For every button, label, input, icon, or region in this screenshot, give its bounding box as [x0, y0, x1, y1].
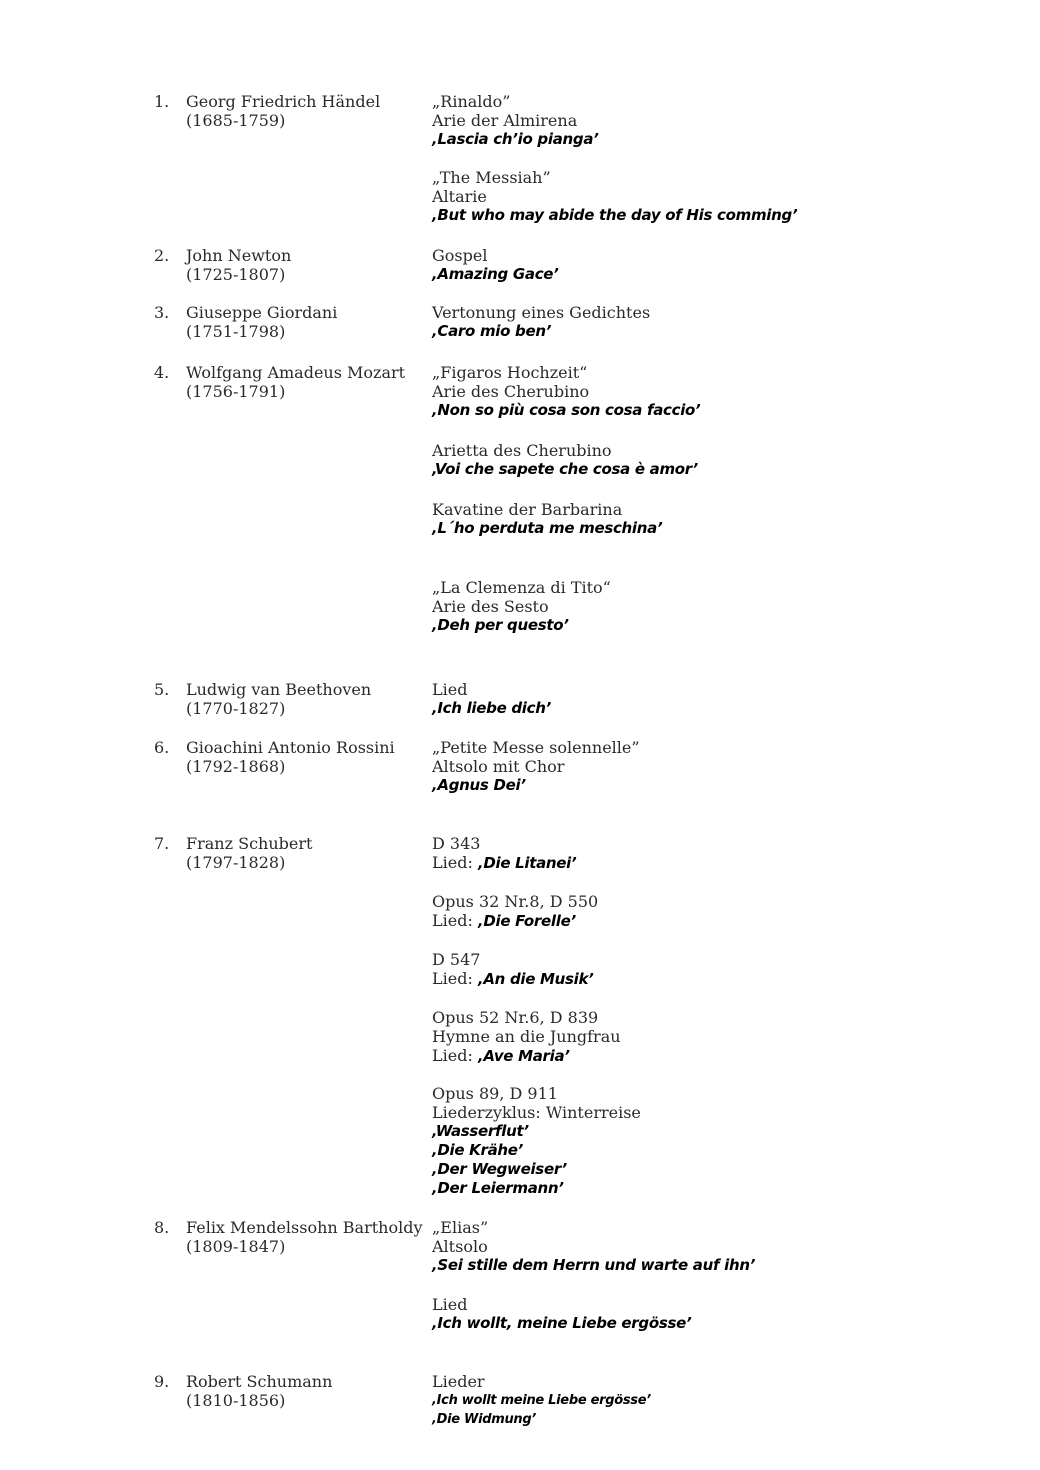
- work-block: [432, 834, 992, 873]
- piece-title: ‚Ich liebe dich’: [432, 699, 552, 717]
- piece-title: ‚Ave Maria’: [477, 1047, 570, 1065]
- lied-line: [432, 853, 992, 873]
- work-description: Hymne an die Jungfrau: [432, 1027, 621, 1046]
- composer-name: Wolfgang Amadeus Mozart: [186, 363, 406, 382]
- piece-title: ‚Non so più cosa son cosa faccio’: [432, 401, 701, 419]
- piece-title: ‚L´ho perduta me meschina’: [432, 519, 663, 537]
- work-description: Lied: [432, 1295, 468, 1314]
- work-name: „Rinaldo”: [432, 92, 511, 111]
- entry-number: 2.: [154, 246, 170, 265]
- piece-title: ‚Agnus Dei’: [432, 776, 526, 794]
- work-block: [432, 1084, 992, 1198]
- entry-number: 9.: [154, 1372, 170, 1391]
- composer-name: Georg Friedrich Händel: [186, 92, 381, 111]
- entry-number: 1.: [154, 92, 170, 111]
- work-block: [432, 303, 992, 341]
- piece-title: ‚Die Widmung’: [432, 1412, 537, 1427]
- work-block: [432, 1295, 992, 1333]
- work-name: D 547: [432, 950, 481, 969]
- work-description: Liederzyklus: Winterreise: [432, 1103, 641, 1122]
- composer-dates: (1725-1807): [186, 265, 286, 284]
- composer-name: Robert Schumann: [186, 1372, 333, 1391]
- work-block: [432, 246, 992, 284]
- work-description: Altsolo: [432, 1237, 488, 1256]
- lied-line: [432, 911, 992, 931]
- entry-number: 8.: [154, 1218, 170, 1237]
- piece-title: ‚Caro mio ben’: [432, 322, 552, 340]
- lied-line: [432, 1046, 992, 1066]
- lied-prefix: Lied:: [432, 969, 478, 988]
- work-name: „Petite Messe solennelle”: [432, 738, 640, 757]
- composer-name: Franz Schubert: [186, 834, 313, 853]
- piece-title: ‚But who may abide the day of His comming’: [432, 206, 798, 224]
- piece-title: ‚Der Leiermann’: [432, 1179, 564, 1197]
- composer: [186, 92, 426, 130]
- work-name: „The Messiah”: [432, 168, 551, 187]
- composer-name: John Newton: [186, 246, 292, 265]
- work-block: [432, 168, 992, 225]
- entry-number: 3.: [154, 303, 170, 322]
- composer-dates: (1685-1759): [186, 111, 286, 130]
- work-description: Kavatine der Barbarina: [432, 500, 623, 519]
- composer-dates: (1756-1791): [186, 382, 286, 401]
- composer-name: Giuseppe Giordani: [186, 303, 338, 322]
- piece-title: ‚Wasserflut’: [432, 1122, 529, 1140]
- composer: [186, 738, 426, 776]
- work-description: Vertonung eines Gedichtes: [432, 303, 651, 322]
- entry-number: 6.: [154, 738, 170, 757]
- work-description: Arie des Cherubino: [432, 382, 590, 401]
- work-description: Gospel: [432, 246, 488, 265]
- work-description: Lied: [432, 680, 468, 699]
- piece-title: ‚Lascia ch’io pianga’: [432, 130, 599, 148]
- composer-dates: (1809-1847): [186, 1237, 286, 1256]
- composer: [186, 1218, 426, 1256]
- composer-dates: (1810-1856): [186, 1391, 286, 1410]
- piece-title: ‚Der Wegweiser’: [432, 1160, 567, 1178]
- work-block: [432, 578, 992, 635]
- lied-prefix: Lied:: [432, 853, 478, 872]
- work-block: [432, 441, 992, 479]
- work-name: „Elias”: [432, 1218, 489, 1237]
- work-description: Lieder: [432, 1372, 485, 1391]
- piece-title: ‚An die Musik’: [477, 970, 594, 988]
- composer: [186, 1372, 426, 1410]
- work-block: [432, 500, 992, 538]
- work-description: Altarie: [432, 187, 487, 206]
- piece-title: ‚Die Forelle’: [477, 912, 576, 930]
- lied-prefix: Lied:: [432, 911, 478, 930]
- entry-number: 5.: [154, 680, 170, 699]
- composer: [186, 246, 426, 284]
- entry-number: 7.: [154, 834, 170, 853]
- piece-title: ‚Die Litanei’: [477, 854, 577, 872]
- work-name: Opus 52 Nr.6, D 839: [432, 1008, 599, 1027]
- piece-title: ‚Ich wollt, meine Liebe ergösse’: [432, 1314, 692, 1332]
- composer-dates: (1770-1827): [186, 699, 286, 718]
- work-name: „Figaros Hochzeit“: [432, 363, 588, 382]
- work-description: Altsolo mit Chor: [432, 757, 565, 776]
- work-name: „La Clemenza di Tito“: [432, 578, 611, 597]
- work-block: [432, 1372, 992, 1429]
- composer-dates: (1797-1828): [186, 853, 286, 872]
- composer: [186, 363, 426, 401]
- composer: [186, 680, 426, 718]
- work-block: [432, 950, 992, 989]
- work-name: D 343: [432, 834, 481, 853]
- composer-name: Ludwig van Beethoven: [186, 680, 372, 699]
- work-name: Opus 89, D 911: [432, 1084, 558, 1103]
- piece-title: ‚Sei stille dem Herrn und warte auf ihn’: [432, 1256, 756, 1274]
- composer-dates: (1792-1868): [186, 757, 286, 776]
- entry-number: 4.: [154, 363, 170, 382]
- piece-title: ‚Deh per questo’: [432, 616, 569, 634]
- piece-title: ‚Amazing Gace’: [432, 265, 559, 283]
- composer-name: Gioachini Antonio Rossini: [186, 738, 395, 757]
- composer-name: Felix Mendelssohn Bartholdy: [186, 1218, 423, 1237]
- lied-prefix: Lied:: [432, 1046, 478, 1065]
- work-description: Arie des Sesto: [432, 597, 549, 616]
- work-description: Arietta des Cherubino: [432, 441, 612, 460]
- work-block: [432, 680, 992, 718]
- composer: [186, 834, 426, 872]
- work-name: Opus 32 Nr.8, D 550: [432, 892, 599, 911]
- composer-dates: (1751-1798): [186, 322, 286, 341]
- piece-title: ‚Voi che sapete che cosa è amor’: [432, 460, 698, 478]
- work-description: Arie der Almirena: [432, 111, 578, 130]
- composer: [186, 303, 426, 341]
- work-block: [432, 892, 992, 931]
- work-block: [432, 92, 992, 149]
- piece-title: ‚Ich wollt meine Liebe ergösse’: [432, 1393, 651, 1408]
- piece-title: ‚Die Krähe’: [432, 1141, 524, 1159]
- work-block: [432, 738, 992, 795]
- work-block: [432, 1218, 992, 1275]
- work-block: [432, 1008, 992, 1066]
- lied-line: [432, 969, 992, 989]
- work-block: [432, 363, 992, 420]
